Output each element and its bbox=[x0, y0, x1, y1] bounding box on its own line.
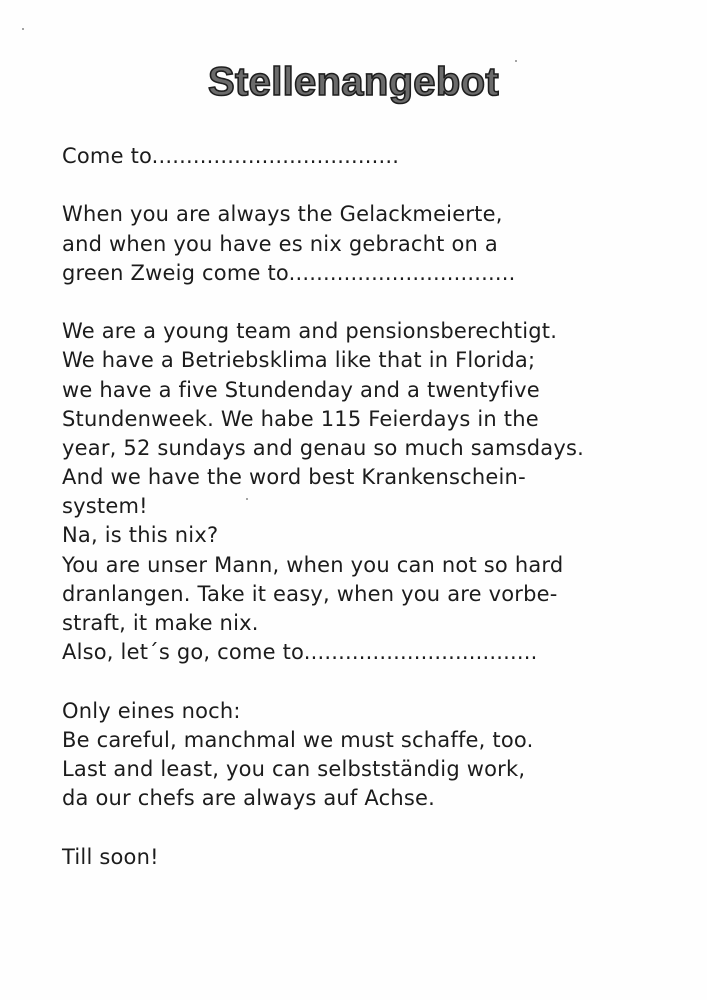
text-line: Na, is this nix? bbox=[62, 523, 219, 548]
text-line: And we have the word best Krankenschein- bbox=[62, 465, 526, 490]
text-line: Only eines noch: bbox=[62, 698, 241, 723]
text-line: and when you have es nix gebracht on a bbox=[62, 231, 498, 256]
text-line: straft, it make nix. bbox=[62, 611, 259, 635]
text-line: Also, let´s go, come to.................................. bbox=[62, 640, 538, 665]
text-line: Till soon! bbox=[62, 844, 159, 869]
text-line: You are unser Mann, when you can not so hard bbox=[62, 552, 564, 577]
text-line: Stundenweek. We habe 115 Feierdays in the bbox=[62, 406, 539, 431]
page-title: Stellenangebot bbox=[208, 60, 499, 104]
text-line: we have a five Stundenday and a twentyfive bbox=[62, 377, 540, 402]
scan-speck bbox=[22, 28, 24, 30]
letter-body bbox=[62, 142, 682, 872]
paragraph-gap bbox=[62, 667, 682, 696]
text-line: Last and least, you can selbstständig work, bbox=[62, 756, 526, 781]
paragraph-gap bbox=[62, 171, 682, 200]
text-line: dranlangen. Take it easy, when you are vorbe- bbox=[62, 581, 558, 606]
text-line: Be careful, manchmal we must schaffe, too. bbox=[62, 727, 534, 752]
text-line: When you are always the Gelackmeierte, bbox=[62, 202, 503, 227]
text-line: year, 52 sundays and genau so much samsdays. bbox=[62, 435, 585, 460]
paragraph-gap bbox=[62, 813, 682, 842]
text-line: green Zweig come to................................. bbox=[62, 260, 516, 285]
text-line: da our chefs are always auf Achse. bbox=[62, 786, 435, 811]
text-line: system! bbox=[62, 494, 148, 519]
text-line: Come to.................................... bbox=[62, 144, 400, 168]
paragraph-gap bbox=[62, 288, 682, 317]
text-line: We have a Betriebsklima like that in Florida; bbox=[62, 348, 536, 373]
text-line: We are a young team and pensionsberechtigt. bbox=[62, 319, 558, 344]
